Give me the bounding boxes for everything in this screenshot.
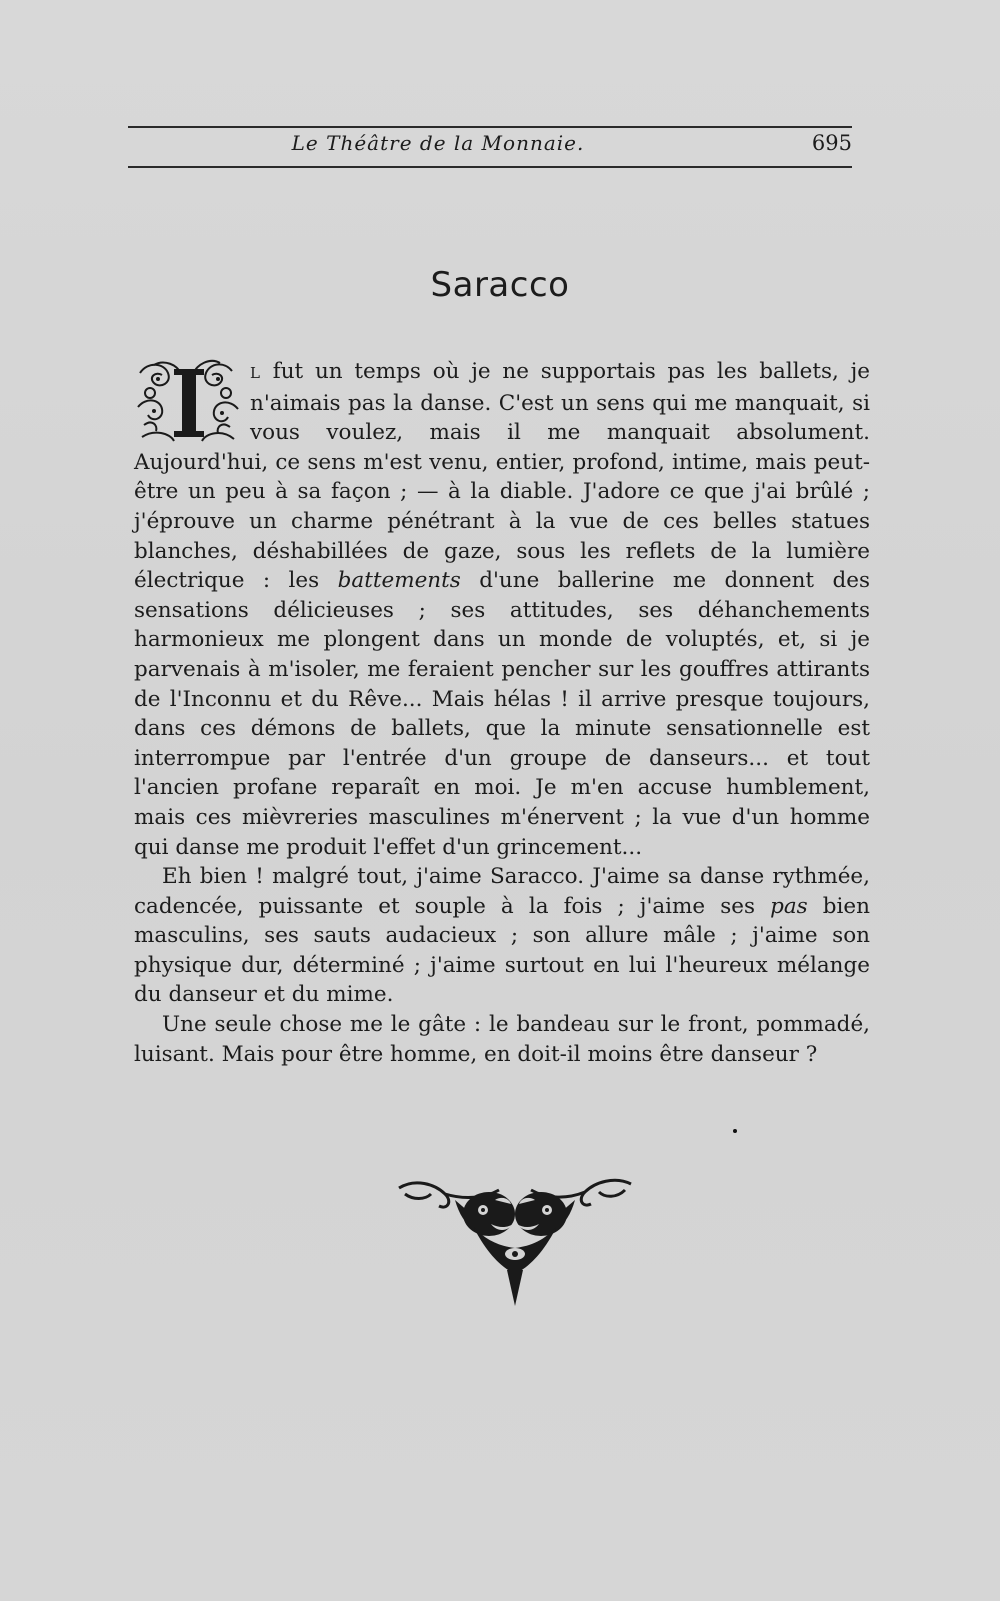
page-number: 695	[811, 131, 852, 155]
article-body	[134, 357, 870, 1069]
paragraph-1	[134, 357, 870, 862]
running-title: Le Théâtre de la Monnaie.	[291, 131, 585, 155]
paragraph-3	[134, 1010, 870, 1069]
paragraph-3-text: Une seule chose me le gâte : le bandeau sur le front, pommadé, luisant. Mais pour être homme, en doit-il moins être danseur ?	[134, 1012, 870, 1067]
header-rule-bottom	[128, 166, 852, 168]
italic-battements: battements	[337, 568, 461, 594]
ornamental-dropcap-icon	[134, 359, 242, 447]
running-head	[128, 131, 852, 161]
tailpiece-ornament-icon	[395, 1170, 635, 1310]
ink-speck	[733, 1129, 737, 1133]
italic-pas: pas	[770, 893, 808, 919]
paragraph-1-end: d'une ballerine me donnent des sensations délicieuses ; ses attitudes, ses déhanchements harmonieux me plongent dans un monde de voluptés, et, si je parvenais à m'isoler, me feraient pencher sur les gouffres attirants de l'Inconnu et du Rêve... Mais hélas ! il arrive presque toujours, dans ces démons de ballets, que la minute sensationnelle est interrompue par l'entrée d'un groupe de danseurs... et tout l'ancien profane reparaît en moi. Je m'en accuse humblement, mais ces mièvreries masculines m'énervent ; la vue d'un homme qui danse me produit l'effet d'un grincement...	[134, 568, 870, 860]
smallcap-letter: L	[250, 364, 261, 382]
chapter-title: Saracco	[430, 264, 570, 305]
paragraph-2	[134, 862, 870, 1010]
paragraph-1-text: fut un temps où je ne supportais pas les ballets, je n'aimais pas la danse. C'est un sens qui me manquait, si vous voulez, mais il me manquait absolument. Aujourd'hui, ce sens m'est venu, entier, profond, intime, mais peut-être un peu à sa façon ; — à la diable. J'adore ce que j'ai brûlé ; j'éprouve un charme pénétrant à la vue de ces belles statues blanches, déshabillées de gaze, sous les reflets de la lumière électrique : les	[134, 359, 870, 594]
paragraph-2-text: Eh bien ! malgré tout, j'aime Saracco. J'aime sa danse rythmée, cadencée, puissante et souple à la fois ; j'aime ses	[134, 864, 870, 919]
header-rule-top	[128, 126, 852, 128]
paragraph-2-end: bien masculins, ses sauts audacieux ; son allure mâle ; j'aime son physique dur, déterminé ; j'aime surtout en lui l'heureux mélange du danseur et du mime.	[134, 893, 870, 1008]
